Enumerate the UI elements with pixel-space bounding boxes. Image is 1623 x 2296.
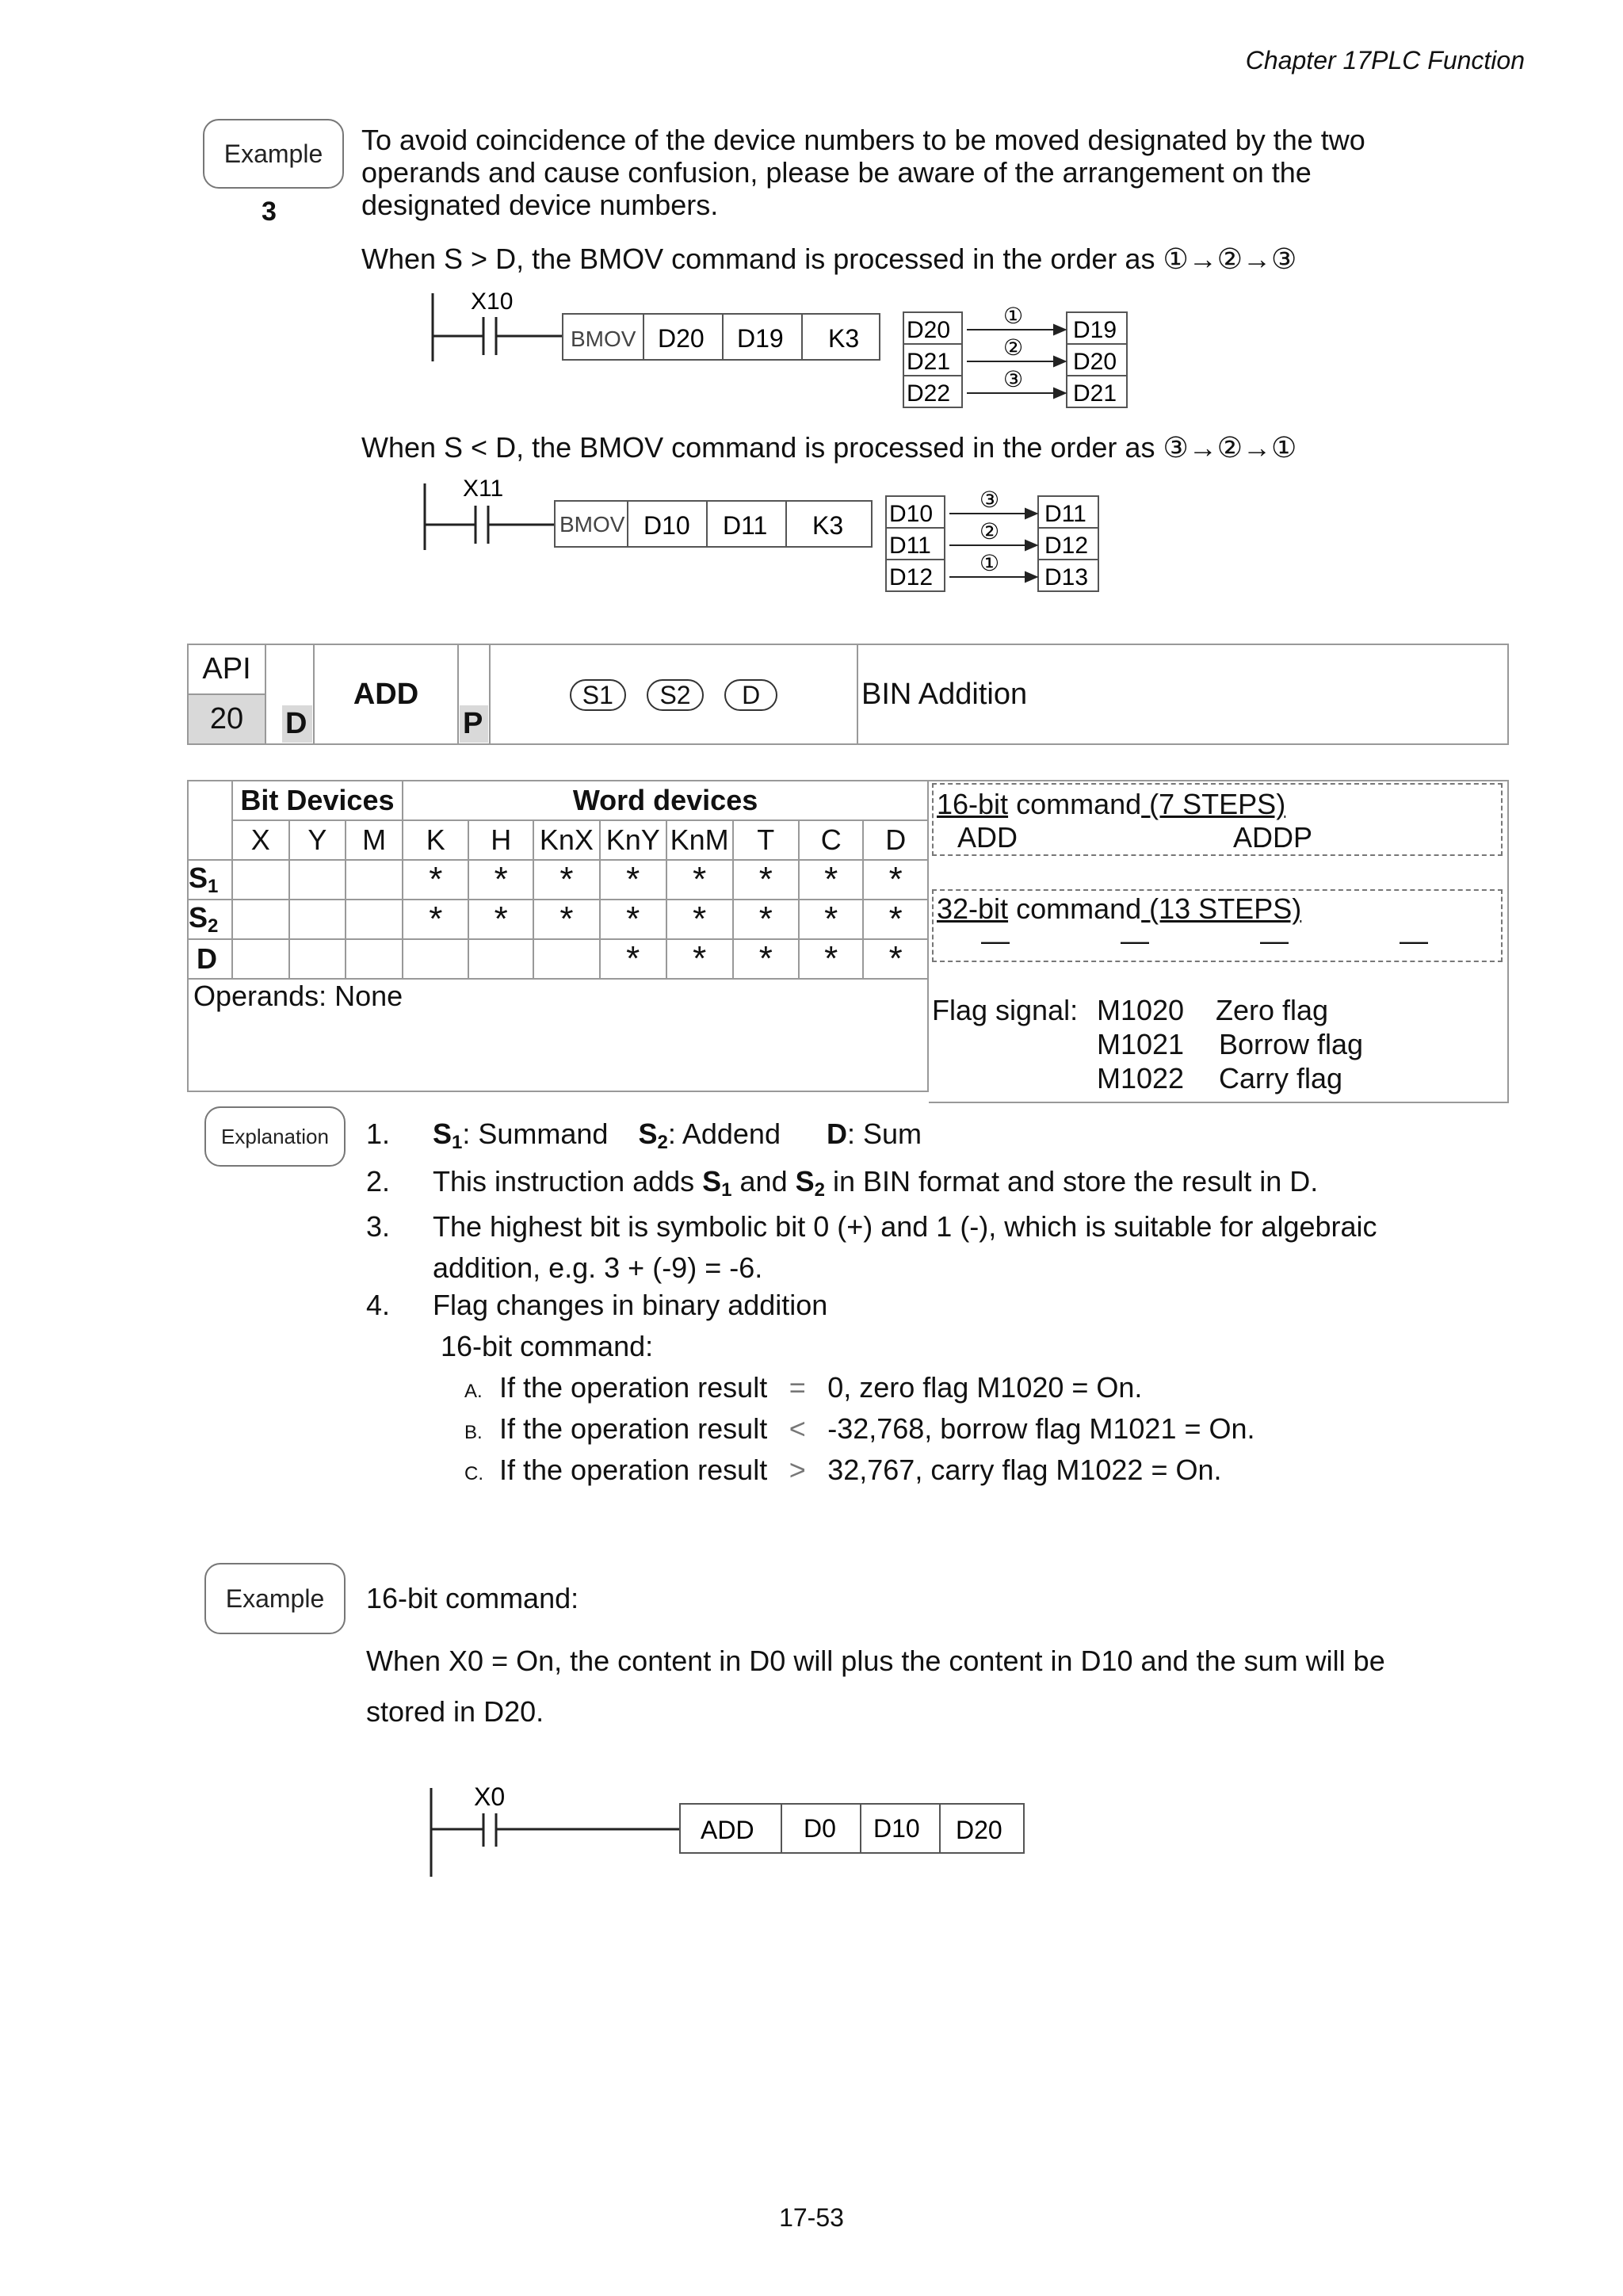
cmd16-mnemonic: ADD — [957, 821, 1018, 854]
col-knm: KnM — [666, 820, 733, 860]
src-cell-2: D21 — [907, 349, 951, 375]
device-cell: * — [666, 860, 733, 900]
device-cell: * — [733, 900, 799, 939]
device-cell: * — [403, 900, 468, 939]
device-cell: * — [468, 900, 533, 939]
sub-item-b: B. If the operation result < -32,768, borrow flag M1021 = On. — [464, 1412, 1255, 1445]
col-k: K — [403, 820, 468, 860]
col-t: T — [733, 820, 799, 860]
bmov-ladder-reverse — [412, 472, 1125, 599]
device-cell — [289, 860, 346, 900]
operands-note: Operands: None — [188, 979, 928, 1091]
bmov-order-reverse: When S < D, the BMOV command is processed in the order as ③→②→① — [361, 431, 1297, 464]
device-cell — [346, 860, 403, 900]
cmd16-box — [932, 783, 1503, 856]
device-cell: * — [733, 860, 799, 900]
device-cell: * — [863, 939, 928, 979]
dst-cell-1: D19 — [1073, 317, 1117, 343]
table-row — [188, 860, 928, 900]
sub-item-a: A. If the operation result = 0, zero flag M1020 = On. — [464, 1371, 1143, 1404]
flag-code-1: M1020 — [1097, 994, 1185, 1026]
device-cell: * — [600, 939, 666, 979]
cmd16-mnemonic-p: ADDP — [1233, 821, 1313, 854]
d-prefix-cell — [279, 644, 314, 744]
dst-cell-3: D21 — [1073, 380, 1117, 407]
device-cell — [232, 900, 289, 939]
api-number: 20 — [188, 694, 265, 744]
cmd32-dash-1: — — [981, 924, 1010, 957]
device-cell: * — [533, 900, 600, 939]
src-cell-3: D22 — [907, 380, 951, 407]
api-mnemonic: ADD — [314, 644, 458, 744]
word-devices-header: Word devices — [403, 781, 928, 820]
operand-1: D0 — [804, 1814, 836, 1843]
col-kny: KnY — [600, 820, 666, 860]
operand-3: K3 — [828, 324, 860, 353]
device-cell — [533, 939, 600, 979]
order-mark-1: ③ — [980, 487, 1000, 512]
device-cell: * — [863, 860, 928, 900]
example-tag: Example — [203, 119, 344, 189]
bit-devices-header: Bit Devices — [232, 781, 403, 820]
example-text: When X0 = On, the content in D0 will plus the content in D10 and the sum will be stored in D20. — [366, 1645, 1385, 1728]
col-m: M — [346, 820, 403, 860]
row-label-s1: $S_1$ — [188, 860, 232, 900]
col-c: C — [799, 820, 863, 860]
api-spacer — [265, 644, 279, 744]
device-table — [187, 780, 929, 1092]
bmov-mnemonic: BMOV — [559, 512, 625, 537]
col-d: D — [863, 820, 928, 860]
cmd32-dash-2: — — [1121, 924, 1149, 957]
p-suffix: P — [460, 705, 488, 743]
corner-cell-2 — [188, 820, 232, 860]
explanation-item-4: 4. Flag changes in binary addition — [366, 1289, 828, 1321]
device-cell: * — [666, 900, 733, 939]
col-x: X — [232, 820, 289, 860]
flag-signal-label: Flag signal: — [932, 994, 1079, 1026]
order-mark-3: ① — [980, 551, 1000, 575]
cmd16-title: 16-bit command (7 STEPS) — [937, 788, 1286, 820]
device-cell: * — [863, 900, 928, 939]
device-cell: * — [666, 939, 733, 979]
command-panel — [929, 780, 1509, 1103]
device-cell: * — [733, 939, 799, 979]
dst-cell-1: D11 — [1044, 501, 1086, 527]
table-row — [188, 900, 928, 939]
sub-item-c: C. If the operation result > 32,767, carry flag M1022 = On. — [464, 1454, 1222, 1486]
col-knx: KnX — [533, 820, 600, 860]
device-cell — [232, 939, 289, 979]
col-h: H — [468, 820, 533, 860]
operand-3: D20 — [956, 1816, 1002, 1844]
explanation-item-1: 1. $S_1$: Summand $S_2$: Addend D: Sum — [366, 1117, 922, 1153]
operand-3: K3 — [812, 511, 844, 540]
operand-1: D10 — [643, 511, 690, 540]
flag-code-2: M1021 — [1097, 1028, 1185, 1060]
contact-label: X0 — [474, 1782, 506, 1811]
bmov-mnemonic: BMOV — [571, 327, 636, 351]
device-cell — [289, 939, 346, 979]
operand-2: D10 — [873, 1814, 920, 1843]
operand-s2: S2 — [647, 679, 703, 711]
src-cell-2: D11 — [889, 533, 931, 559]
api-operands — [490, 644, 857, 744]
contact-label: X11 — [463, 476, 504, 502]
order-mark-2: ② — [1003, 335, 1024, 360]
d-prefix: D — [282, 705, 312, 743]
explanation-item-2: 2. This instruction adds $S_1$ and $S_2$ in BIN format and store the result in D. — [366, 1165, 1319, 1201]
device-cell: * — [799, 939, 863, 979]
example-title: 16-bit command: — [366, 1582, 579, 1614]
device-cell — [346, 939, 403, 979]
p-suffix-cell — [458, 644, 490, 744]
device-cell — [468, 939, 533, 979]
flag-name-2: Borrow flag — [1219, 1028, 1364, 1060]
chapter-header: Chapter 17PLC Function — [1245, 46, 1525, 74]
src-cell-3: D12 — [889, 564, 934, 590]
col-y: Y — [289, 820, 346, 860]
dst-cell-2: D12 — [1044, 533, 1089, 559]
device-cell: * — [799, 860, 863, 900]
flag-code-3: M1022 — [1097, 1062, 1185, 1095]
operand-2: D11 — [723, 511, 768, 540]
explanation-tag: Explanation — [204, 1106, 346, 1167]
contact-label: X10 — [471, 288, 514, 315]
operand-d: D — [724, 679, 777, 711]
explanation-item-3: 3. The highest bit is symbolic bit 0 (+) and 1 (-), which is suitable for algebraic addition, e.g. 3 + (-9) = -6. — [366, 1210, 1377, 1284]
device-cell: * — [799, 900, 863, 939]
bmov-ladder-forward — [420, 285, 1149, 412]
dst-cell-3: D13 — [1044, 564, 1089, 590]
api-label: API — [188, 644, 265, 694]
device-cell — [403, 939, 468, 979]
sub-title-16bit: 16-bit command: — [441, 1330, 654, 1362]
device-cell: * — [600, 860, 666, 900]
cmd32-title: 32-bit command (13 STEPS) — [937, 892, 1302, 925]
device-cell: * — [600, 900, 666, 939]
row-label-d: D — [188, 939, 232, 979]
flag-name-3: Carry flag — [1219, 1062, 1343, 1095]
src-cell-1: D10 — [889, 501, 934, 527]
table-row — [188, 939, 928, 979]
example-number: 3 — [262, 197, 277, 227]
api-description: BIN Addition — [857, 644, 1508, 744]
page-number: 17-53 — [779, 2203, 844, 2232]
order-mark-2: ② — [980, 519, 1000, 544]
device-cell: * — [533, 860, 600, 900]
operand-s1: S1 — [570, 679, 626, 711]
order-mark-3: ③ — [1003, 367, 1024, 392]
api-header-table — [187, 644, 1509, 745]
dst-cell-2: D20 — [1073, 349, 1117, 375]
flag-name-1: Zero flag — [1216, 994, 1329, 1026]
device-cell — [232, 860, 289, 900]
device-cell: * — [403, 860, 468, 900]
example3-text: To avoid coincidence of the device numbers to be moved designated by the two operands and cause confusion, please be aware of the arrangement on the designated device numbers. — [361, 124, 1365, 221]
corner-cell — [188, 781, 232, 820]
add-ladder — [420, 1772, 1038, 1883]
src-cell-1: D20 — [907, 317, 951, 343]
device-cell: * — [468, 860, 533, 900]
operand-1: D20 — [658, 324, 705, 353]
cmd32-dash-4: — — [1400, 924, 1428, 957]
add-mnemonic: ADD — [701, 1816, 754, 1844]
operand-2: D19 — [737, 324, 784, 353]
order-mark-1: ① — [1003, 304, 1024, 328]
bmov-order-forward: When S > D, the BMOV command is processed in the order as ①→②→③ — [361, 243, 1297, 275]
example-tag: Example — [204, 1563, 346, 1634]
device-cell — [346, 900, 403, 939]
device-cell — [289, 900, 346, 939]
row-label-s2: $S_2$ — [188, 900, 232, 939]
cmd32-box — [932, 889, 1503, 962]
cmd32-dash-3: — — [1260, 924, 1289, 957]
